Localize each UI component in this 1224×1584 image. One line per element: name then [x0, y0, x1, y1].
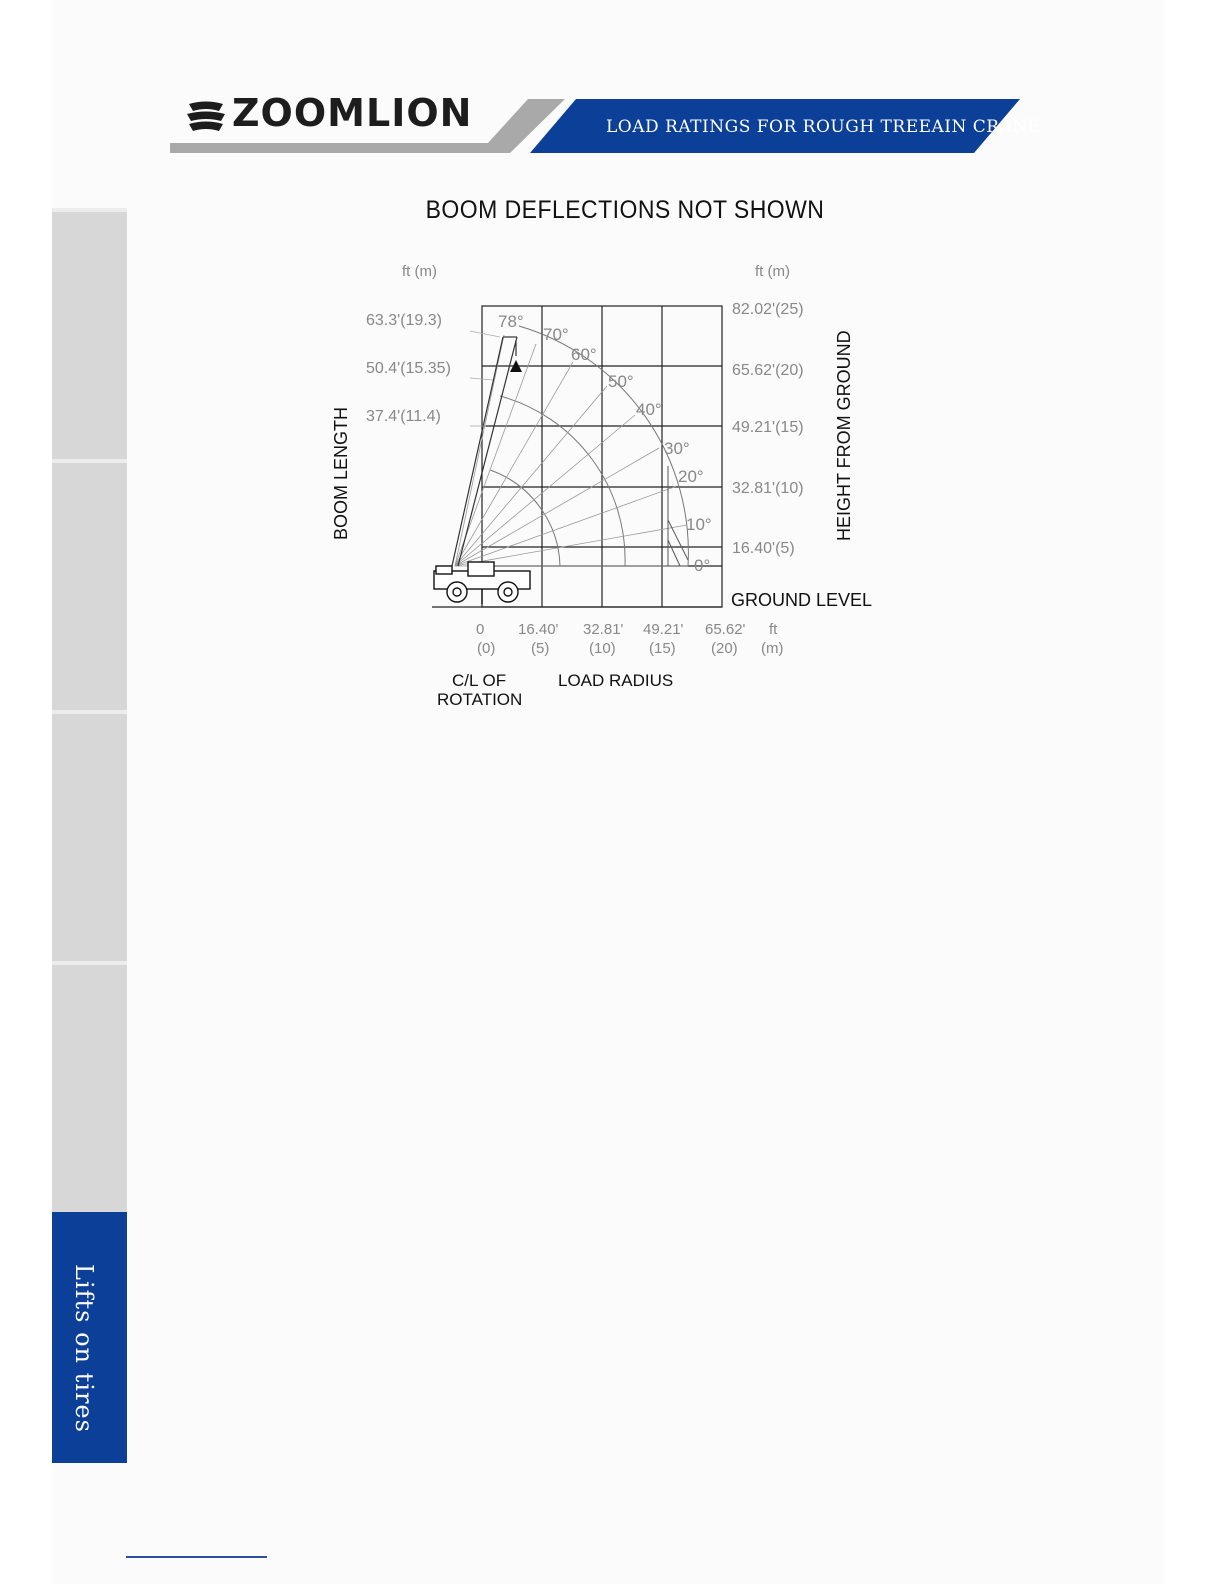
angle-label: 40° — [636, 400, 662, 419]
angle-label: 20° — [678, 467, 704, 486]
boom-length-leaders — [470, 331, 500, 426]
boom-length-axis-title: BOOM LENGTH — [331, 406, 351, 540]
footer-rule — [126, 1556, 267, 1558]
angle-label: 10° — [686, 515, 712, 534]
height-label: 16.40'(5) — [732, 540, 795, 557]
radius-ft-label: 49.21' — [643, 621, 684, 638]
radius-m-label: (m) — [761, 640, 784, 657]
boom-length-label: 37.4'(11.4) — [366, 408, 441, 425]
angle-label: 30° — [664, 439, 690, 458]
angle-label: 78° — [498, 312, 524, 331]
right-unit-label: ft (m) — [755, 263, 790, 280]
radius-m-label: (5) — [531, 640, 550, 657]
load-radius-label: LOAD RADIUS — [558, 671, 674, 690]
angle-label: 70° — [543, 325, 569, 344]
height-label: 32.81'(10) — [732, 480, 804, 497]
page-title: LOAD RATINGS FOR ROUGH TREEAIN CRANE — [606, 117, 1041, 137]
boom-length-label: 63.3'(19.3) — [366, 312, 442, 329]
crane-carrier-icon — [434, 562, 530, 604]
rotation-label: C/L OF — [452, 671, 507, 690]
left-unit-label: ft (m) — [402, 263, 437, 280]
radius-m-label: (15) — [649, 640, 676, 657]
radius-ft-label: 65.62' — [705, 621, 746, 638]
angle-label: 0° — [694, 556, 711, 575]
rotation-label: ROTATION — [437, 690, 523, 709]
angle-label: 60° — [571, 345, 597, 364]
radius-ft-label: ft — [769, 621, 778, 638]
ground-level-label: GROUND LEVEL — [731, 590, 873, 610]
angle-label: 50° — [608, 372, 634, 391]
radius-m-label: (0) — [477, 640, 496, 657]
radius-m-label: (20) — [711, 640, 738, 657]
side-tab-label: Lifts on tires — [70, 1264, 98, 1433]
height-axis-title: HEIGHT FROM GROUND — [834, 330, 854, 541]
boom-angle-rays — [455, 335, 688, 566]
diagram-caption: BOOM DEFLECTIONS NOT SHOWN — [425, 196, 825, 224]
boom-length-label: 50.4'(15.35) — [366, 360, 451, 377]
height-label: 82.02'(25) — [732, 301, 804, 318]
radius-ft-label: 32.81' — [583, 621, 624, 638]
radius-ft-label: 0 — [476, 621, 485, 638]
radius-m-label: (10) — [589, 640, 616, 657]
brand-name: ZOOMLION — [232, 91, 473, 135]
radius-ft-label: 16.40' — [518, 621, 559, 638]
height-label: 65.62'(20) — [732, 362, 804, 379]
height-label: 49.21'(15) — [732, 419, 804, 436]
